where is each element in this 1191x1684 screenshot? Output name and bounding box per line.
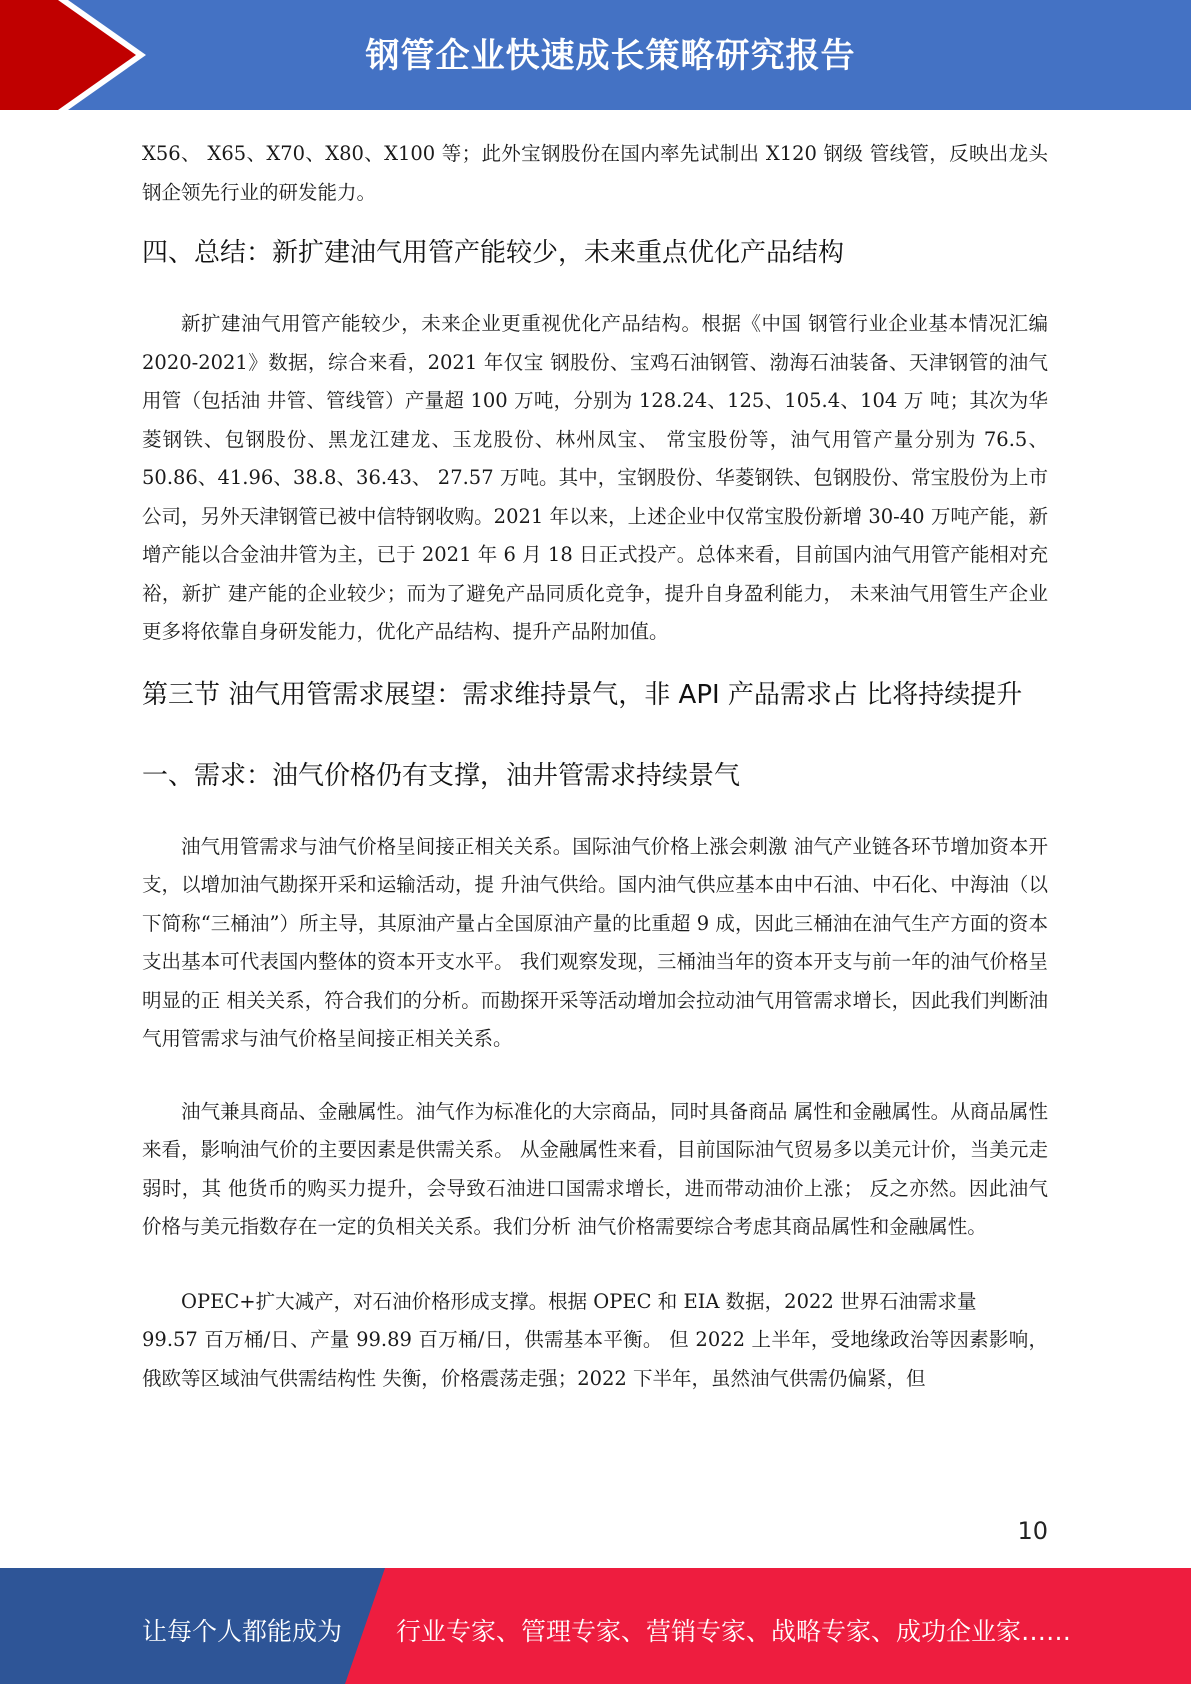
page-header: [0, 0, 1191, 110]
report-title: 钢管企业快速成长策略研究报告: [365, 36, 856, 76]
demand-paragraph-2: 油气兼具商品、金融属性。油气作为标准化的大宗商品，同时具备商品 属性和金融属性。从商品属性来看，影响油气价的主要因素是供需关系。 从金融属性来看，目前国际油气贸易多以美元计价，当美元走弱时，其 他货币的购买力提升，会导致石油进口国需求增长，进而带动油价上涨； 反之亦然。因此油气价格与美元指数存在一定的负相关关系。我们分析 油气价格需要综合考虑其商品属性和金融属性。: [142, 1099, 1048, 1238]
opec-paragraph-rest: 99.57 百万桶/日、产量 99.89 百万桶/日，供需基本平衡。 但 2022 上半年，受地缘政治等因素影响，俄欧等区域油气供需结构性 失衡，价格震荡走强；2022 下半年，虽然油气供需仍偏紧，但: [142, 1328, 1048, 1390]
footer-slogan-right: 行业专家、管理专家、营销专家、战略专家、成功企业家……: [396, 1617, 1072, 1646]
page-content: [142, 135, 1048, 1398]
heading-section-3: 第三节 油气用管需求展望：需求维持景气，非 API 产品需求占 比将持续提升: [142, 679, 1023, 710]
page-footer: [0, 1568, 1191, 1684]
heading-demand: 一、需求：油气价格仍有支撑，油井管需求持续景气: [142, 760, 741, 791]
footer-slogan-left: 让每个人都能成为: [142, 1617, 343, 1646]
opec-paragraph-line-1: OPEC+扩大减产，对石油价格形成支撑。根据 OPEC 和 EIA 数据，2022 世界石油需求量: [181, 1289, 977, 1313]
page-number: 10: [1017, 1517, 1048, 1545]
demand-paragraph-1: 油气用管需求与油气价格呈间接正相关关系。国际油气价格上涨会刺激 油气产业链各环节增加资本开支，以增加油气勘探开采和运输活动，提 升油气供给。国内油气供应基本由中石油、中石化、中海油（以下简称“三桶油”）所主导，其原油产量占全国原油产量的比重超 9 成，因此三桶油在油气生产方面的资本支出基本可代表国内整体的资本开支水平。 我们观察发现，三桶油当年的资本开支与前一年的油气价格呈明显的正 相关关系，符合我们的分析。而勘探开采等活动增加会拉动油气用管需求增长，因此我们判断油气用管需求与油气价格呈间接正相关关系。: [142, 834, 1048, 1050]
heading-summary: 四、总结：新扩建油气用管产能较少，未来重点优化产品结构: [142, 238, 845, 268]
intro-paragraph: X56、 X65、X70、X80、X100 等；此外宝钢股份在国内率先试制出 X120 钢级 管线管，反映出龙头钢企领先行业的研发能力。: [142, 142, 1048, 204]
summary-paragraph: 新扩建油气用管产能较少，未来企业更重视优化产品结构。根据《中国 钢管行业企业基本情况汇编 2020-2021》数据，综合来看，2021 年仅宝 钢股份、宝鸡石油钢管、渤海石油装备、天津钢管的油气用管（包括油 井管、管线管）产量超 100 万吨，分别为 128.24、125、105.4、104 万 吨；其次为华菱钢铁、包钢股份、黑龙江建龙、玉龙股份、林州凤宝、 常宝股份等，油气用管产量分别为 76.5、50.86、41.96、38.8、36.43、 27.57 万吨。其中，宝钢股份、华菱钢铁、包钢股份、常宝股份为上市 公司，另外天津钢管已被中信特钢收购。2021 年以来，上述企业中仅常宝股份新增 30-40 万吨产能，新增产能以合金油井管为主，已于 2021 年 6 月 18 日正式投产。总体来看，目前国内油气用管产能相对充裕，新扩 建产能的企业较少；而为了避免产品同质化竞争，提升自身盈利能力， 未来油气用管生产企业更多将依靠自身研发能力，优化产品结构、提升产品附加值。: [142, 312, 1048, 643]
